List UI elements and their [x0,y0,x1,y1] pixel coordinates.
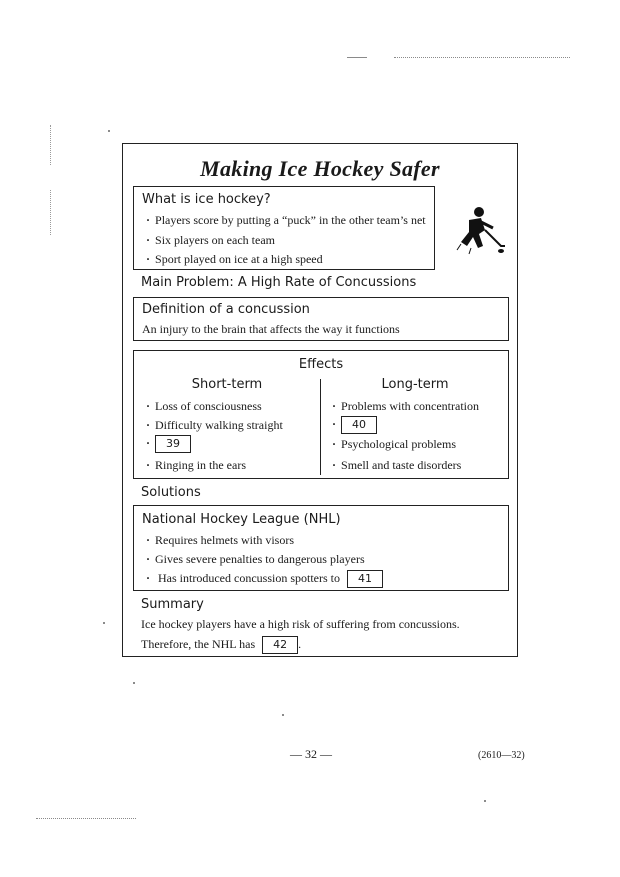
effects-divider [320,379,321,475]
summary-line-2 [141,636,301,654]
list-item: · Psychological problems [332,437,456,452]
effects-heading: Effects [298,357,344,372]
what-is-hockey-heading: What is ice hockey? [142,192,271,207]
short-term-heading: Short-term [191,377,263,392]
long-term-heading: Long-term [381,377,449,392]
list-item: · Gives severe penalties to dangerous players [146,552,365,567]
what-is-hockey-box [133,186,435,270]
answer-blank-40[interactable]: 40 [341,416,377,434]
definition-text: An injury to the brain that affects the way it functions [142,322,400,336]
worksheet-title: Making Ice Hockey Safer [200,156,440,181]
list-item: · Six players on each team [146,233,275,248]
summary-line-2-text: Therefore, the NHL has [141,636,256,651]
page-code: (2610—32) [478,750,525,761]
answer-blank-42[interactable]: 42 [262,636,298,654]
list-item: · Smell and taste disorders [332,458,461,473]
page-number: — 32 — [290,747,332,761]
summary-period: . [298,636,302,651]
worksheet-frame [122,143,518,657]
definition-heading: Definition of a concussion [142,302,310,317]
solutions-heading: Solutions [141,485,201,500]
scan-mark [50,190,51,235]
scan-dot [484,800,486,802]
hockey-player-icon [445,204,505,264]
nhl-heading: National Hockey League (NHL) [142,512,341,527]
blank-39-item [146,435,191,453]
list-item: · Ringing in the ears [146,458,246,473]
list-item: · Difficulty walking straight [146,418,283,433]
scan-mark [394,57,570,58]
main-problem-heading: Main Problem: A High Rate of Concussions [141,275,417,290]
spotter-text: Has introduced concussion spotters to [158,570,340,585]
answer-blank-41[interactable]: 41 [347,570,383,588]
list-item: · Loss of consciousness [146,399,262,414]
scan-mark [50,125,51,165]
list-item: · Players score by putting a “puck” in the other team’s net [146,213,426,228]
summary-heading: Summary [141,597,204,612]
list-item [146,570,383,588]
scan-dot [133,682,135,684]
nhl-box [133,505,509,591]
list-item: · Requires helmets with visors [146,533,294,548]
list-item: · Problems with concentration [332,399,479,414]
definition-box [133,297,509,341]
list-item: · Sport played on ice at a high speed [146,252,323,267]
scan-mark [36,818,136,819]
effects-box [133,350,509,479]
scan-dot [103,622,105,624]
scan-dot [282,714,284,716]
blank-40-item [332,416,377,434]
summary-line-1: Ice hockey players have a high risk of suffering from concussions. [141,617,460,631]
answer-blank-39[interactable]: 39 [155,435,191,453]
scan-dot [108,130,110,132]
scan-mark [347,57,367,58]
